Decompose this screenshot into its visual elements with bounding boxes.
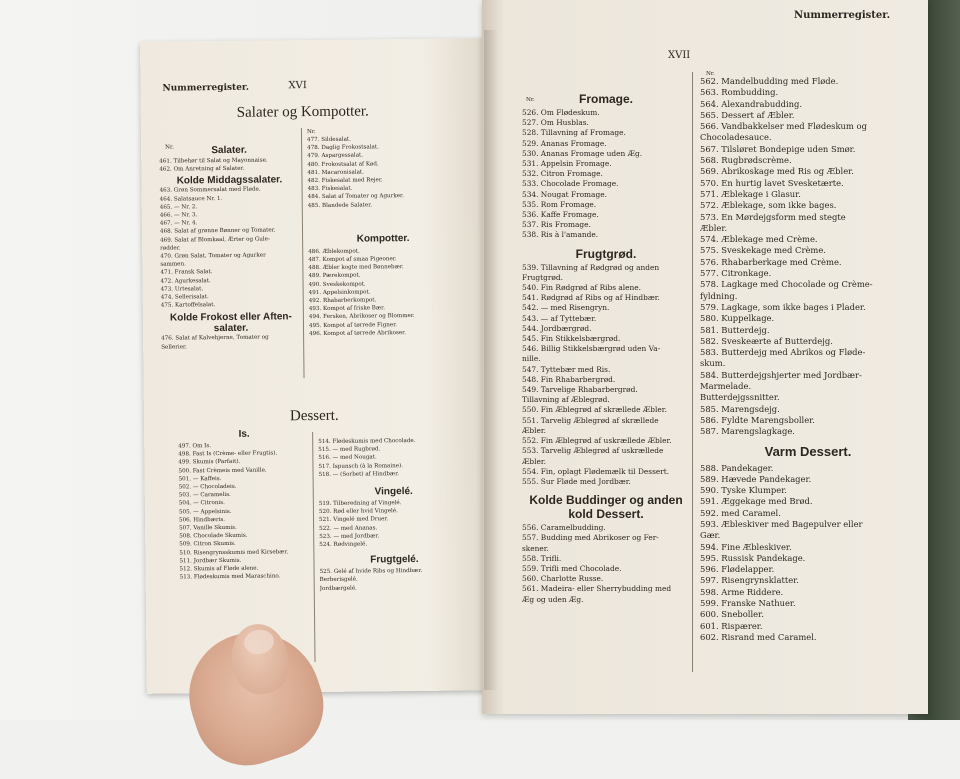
column-right-bottom: [318, 436, 470, 592]
list-item: 571. Æblekage i Glasur.: [700, 188, 801, 199]
list-item: 585. Marengsdejg.: [700, 403, 780, 414]
list-item: 547. Tyttebær med Ris.: [522, 364, 611, 374]
list-item: 508. Chocolade Skumis.: [179, 532, 248, 540]
list-item: 516. — med Nougat.: [318, 454, 377, 462]
list-item: 477. Sildesalat.: [307, 136, 351, 144]
list-item: 470. Grøn Salat, Tomater og Agurker: [160, 252, 266, 260]
list-item: 531. Appelsin Fromage.: [522, 159, 612, 169]
list-item: 479. Aspargessalat.: [307, 152, 364, 160]
list-item: 538. Ris à l'amande.: [522, 230, 599, 240]
list-item: 583. Butterdejg med Abrikos og Fløde-: [700, 347, 866, 358]
heading-salater: Salater.: [211, 144, 248, 157]
list-item: 497. Om Is.: [178, 443, 212, 450]
list-item: Tillavning af Æblegrød.: [522, 395, 610, 405]
list-item: nille.: [522, 354, 541, 364]
list-item: 474. Sellerisalat.: [160, 294, 209, 301]
nr-label: Nr.: [306, 129, 316, 136]
list-item: 539. Tillavning af Rødgrød og anden: [522, 262, 660, 272]
list-item: Marmelade.: [700, 381, 752, 392]
list-item: 534. Nougat Fromage.: [522, 189, 607, 199]
list-item: 541. Rødgrød af Ribs og af Hindbær.: [522, 293, 660, 303]
page-number-left: XVI: [288, 80, 307, 92]
list-item: skum.: [700, 358, 726, 369]
list-item: 564. Alexandrabudding.: [700, 98, 803, 109]
list-item: 542. — med Risengryn.: [522, 303, 610, 313]
list-item: 527. Om Husblas.: [522, 118, 589, 128]
list-item: 476. Salat af Kalvehjerne, Tomater og: [161, 334, 269, 343]
list-item: 569. Abrikoskage med Ris og Æbler.: [700, 166, 854, 177]
list-item: Æbler.: [522, 456, 546, 466]
list-item: 555. Sur Fløde med Jordbær.: [522, 476, 631, 486]
list-item: 596. Flødelapper.: [700, 564, 775, 575]
list-item: 481. Macaronisalat.: [307, 169, 364, 176]
list-item: 486. Æblekompot.: [308, 248, 360, 255]
list-item: 503. — Caramelis.: [178, 492, 231, 499]
heading-frugtgele: Frugtgelé.: [370, 554, 419, 566]
list-item: 602. Risrand med Caramel.: [700, 631, 817, 642]
list-item: 601. Rispærer.: [700, 620, 763, 631]
list-item: 587. Marengslagkage.: [700, 426, 795, 437]
list-item: Berberisgelé.: [319, 577, 358, 584]
list-item: 584. Butterdejgshjerter med Jordbær-: [700, 369, 862, 380]
list-item: 523. — med Jordbær.: [319, 533, 380, 540]
heading-kolde-frokost: Kolde Frokost eller Aften-: [169, 311, 292, 324]
list-item: Æbler.: [700, 222, 728, 233]
list-item: fyldning.: [700, 290, 738, 301]
list-item: 525. Gelé af hvide Ribs og Hindbær.: [319, 568, 423, 576]
list-item: 551. Tarvelig Æblegrød af skrællede: [522, 415, 659, 425]
column-divider: [692, 72, 693, 672]
heading-kolde-buddinger-2: kold Dessert.: [568, 507, 644, 522]
list-item: 487. Kompot af smaa Pigeoner.: [308, 256, 397, 264]
list-item: 509. Citron Skumis.: [179, 541, 236, 548]
column-right-page-left: [522, 92, 690, 605]
list-item: 532. Citron Fromage.: [522, 169, 603, 179]
column-right-top: [307, 135, 459, 339]
heading-kompotter: Kompotter.: [356, 232, 410, 245]
book-gutter-shadow: [484, 30, 498, 690]
list-item: Butterdejgssnitter.: [700, 392, 780, 403]
list-item: 480. Frokostsalat af Kød.: [307, 160, 379, 168]
section-title-salater: Salater og Kompotter.: [236, 103, 369, 121]
list-item: 554. Fin, oplagt Flødemælk til Dessert.: [522, 466, 670, 476]
list-item: 600. Sneboller.: [700, 609, 764, 620]
running-head-left: Nummerregister.: [162, 82, 250, 94]
list-item: 478. Daglig Frokostsalat.: [307, 144, 379, 152]
heading-kolde-frokost-2: salater.: [213, 323, 249, 335]
list-item: 484. Salat af Tomater og Agurker.: [307, 193, 404, 201]
list-item: 586. Fyldte Marengsboller.: [700, 414, 815, 425]
list-item: 488. Æbler kogte med Bønnebær.: [308, 264, 404, 272]
list-item: 500. Fast Crèmeis med Vanille.: [178, 467, 267, 475]
list-item: 462. Om Anretning af Salater.: [159, 165, 245, 173]
list-item: 553. Tarvelig Æblegrød af uskrællede: [522, 446, 664, 456]
list-item: 598. Arme Riddere.: [700, 586, 784, 597]
list-item: 556. Caramelbudding.: [522, 523, 606, 533]
list-item: 552. Fin Æblegrød af uskrællede Æbler.: [522, 436, 672, 446]
list-item: 493. Kompot af friske Bær.: [308, 305, 386, 313]
heading-fromage: Fromage.: [578, 92, 633, 106]
list-item: 505. — Appelsinis.: [178, 508, 232, 516]
heading-frugtgrod: Frugtgrød.: [575, 246, 637, 261]
list-item: 490. Sveskekompot.: [308, 281, 366, 288]
list-item: 577. Citronkage.: [700, 268, 772, 279]
list-item: 549. Tarvelige Rhabarbergrød.: [522, 385, 638, 395]
list-item: 546. Billig Stikkelsbærgrød uden Va-: [522, 344, 661, 354]
nr-label: Nr.: [526, 97, 535, 103]
list-item: 491. Appelsinkompot.: [308, 289, 371, 296]
column-right-page-right: [700, 76, 916, 643]
list-item: 499. Skumis (Parfait).: [178, 459, 241, 466]
list-item: 557. Budding med Abrikoser og Fer-: [522, 533, 659, 543]
list-item: 482. Fiskesalat med Rejer.: [307, 177, 383, 185]
list-item: 540. Fin Rødgrød af Ribs alene.: [522, 283, 642, 293]
heading-vingele: Vingelé.: [374, 486, 413, 498]
list-item: Chocoladesauce.: [700, 132, 772, 143]
list-item: 521. Vingelé med Druer.: [318, 516, 389, 524]
list-item: 599. Franske Nathuer.: [700, 598, 796, 609]
list-item: 578. Lagkage med Chocolade og Crème-: [700, 279, 873, 290]
list-item: 494. Fersken, Abrikoser og Blommer.: [308, 313, 415, 321]
list-item: 501. — Kaffeis.: [178, 475, 222, 483]
list-item: 504. — Citronis.: [178, 500, 225, 507]
section-title-dessert: Dessert.: [289, 407, 339, 425]
list-item: 510. Risengrynsskumis med Kirsebær.: [179, 548, 289, 557]
list-item: 563. Rombudding.: [700, 87, 779, 98]
list-item: rødder.: [160, 245, 181, 252]
column-left-top: [159, 144, 301, 351]
list-item: 515. — med Rugbrød.: [318, 446, 381, 454]
list-item: 472. Agurkesalat.: [160, 277, 211, 285]
list-item: 463. Grøn Sommersalat med Fløde.: [159, 186, 261, 195]
list-item: 533. Chocolade Fromage.: [522, 179, 619, 189]
heading-kolde-middagssalater: Kolde Middagssalater.: [176, 174, 283, 187]
nr-label: Nr.: [706, 71, 715, 77]
list-item: Sellerier.: [161, 344, 187, 351]
list-item: 496. Kompot af tørrede Abrikoser.: [309, 329, 407, 337]
list-item: 580. Kuppelkage.: [700, 313, 775, 324]
column-divider: [312, 432, 315, 662]
list-item: 574. Æblekage med Crème.: [700, 234, 818, 245]
list-item: 593. Æbleskiver med Bagepulver eller: [700, 518, 863, 529]
list-item: 592. med Caramel.: [700, 507, 781, 518]
list-item: 507. Vanille Skumis.: [179, 524, 237, 532]
list-item: 544. Jordbærgrød.: [522, 323, 592, 333]
left-page: [140, 38, 499, 694]
list-item: 517. Ispunsch (à la Romaine).: [318, 462, 404, 470]
list-item: 464. Salatsauce Nr. 1.: [159, 195, 223, 203]
nr-label: Nr.: [165, 144, 174, 151]
list-item: 566. Vandbakkelser med Flødeskum og: [700, 121, 867, 132]
list-item: 559. Trifli med Chocolade.: [522, 563, 622, 573]
list-item: 520. Rød eller hvid Vingelé.: [318, 508, 398, 516]
list-item: 597. Risengrynsklatter.: [700, 575, 799, 586]
list-item: 519. Tilberedning af Vingelé.: [318, 500, 402, 508]
list-item: 568. Rugbrødscrème.: [700, 155, 792, 166]
list-item: 558. Trifli.: [522, 553, 562, 563]
column-left-bottom: [178, 428, 312, 582]
heading-varm-dessert: Varm Dessert.: [764, 443, 852, 459]
heading-is: Is.: [238, 428, 250, 440]
list-item: 473. Urtesalat.: [160, 286, 204, 293]
list-item: 468. Salat af grønne Bønner og Tomater.: [159, 227, 276, 236]
list-item: 536. Kaffe Fromage.: [522, 210, 599, 220]
list-item: 528. Tillavning af Fromage.: [522, 128, 626, 138]
list-item: Frugtgrød.: [522, 272, 563, 282]
list-item: 572. Æblekage, som ikke bages.: [700, 200, 837, 211]
list-item: 514. Flødeskumis med Chocolade.: [318, 437, 416, 445]
list-item: 550. Fin Æblegrød af skrællede Æbler.: [522, 405, 667, 415]
list-item: 548. Fin Rhabarbergrød.: [522, 374, 616, 384]
list-item: Æg og uden Æg.: [522, 594, 584, 604]
list-item: 530. Ananas Fromage uden Æg.: [522, 148, 643, 158]
list-item: 502. — Chocoladeis.: [178, 483, 237, 491]
list-item: 498. Fast Is (Crème- eller Frugtis).: [178, 450, 278, 458]
list-item: 581. Butterdejg.: [700, 324, 770, 335]
list-item: skener.: [522, 543, 549, 553]
list-item: 512. Skumis af Fløde alene.: [179, 565, 259, 573]
list-item: 591. Æggekage med Brød.: [700, 496, 813, 507]
list-item: 567. Tilsløret Bondepige uden Smør.: [700, 143, 856, 154]
list-item: 589. Hævede Pandekager.: [700, 473, 812, 484]
list-item: 475. Kartoffelsalat.: [160, 302, 216, 309]
list-item: Jordbærgelé.: [319, 585, 357, 592]
list-item: 575. Sveskekage med Crème.: [700, 245, 826, 256]
list-item: 518. — (Sorbet) af Hindbær.: [318, 470, 400, 478]
heading-kolde-buddinger: Kolde Buddinger og anden: [529, 493, 683, 508]
running-head-right: Nummerregister.: [794, 10, 891, 21]
list-item: 565. Dessert af Æbler.: [700, 109, 795, 120]
page-number-right: XVII: [668, 50, 691, 61]
list-item: 543. — af Tyttebær.: [522, 313, 597, 323]
column-divider: [301, 128, 305, 378]
list-item: 579. Lagkage, som ikke bages i Plader.: [700, 301, 866, 312]
list-item: 545. Fin Stikkelsbærgrød.: [522, 334, 621, 344]
list-item: 535. Rom Fromage.: [522, 199, 597, 209]
list-item: 561. Madeira- eller Sherrybudding med: [522, 584, 672, 594]
list-item: 594. Fine Æbleskiver.: [700, 541, 792, 552]
list-item: 511. Jordbær Skumis.: [179, 557, 242, 565]
list-item: 513. Flødeskumis med Maraschino.: [179, 573, 281, 581]
list-item: 576. Rhabarberkage med Crème.: [700, 256, 842, 267]
list-item: 560. Charlotte Russe.: [522, 574, 604, 584]
list-item: 495. Kompot af tørrede Figner.: [308, 321, 398, 329]
list-item: 522. — med Ananas.: [319, 525, 378, 532]
list-item: 588. Pandekager.: [700, 462, 774, 473]
list-item: 526. Om Flødeskum.: [522, 108, 600, 117]
list-item: 466. — Nr. 3.: [159, 212, 198, 219]
list-item: 483. Fiskesalat.: [307, 185, 353, 193]
list-item: 467. — Nr. 4.: [159, 220, 198, 227]
list-item: Gær.: [700, 530, 721, 541]
list-item: 537. Ris Fromage.: [522, 220, 591, 230]
list-item: sammen.: [160, 261, 186, 268]
list-item: 573. En Mørdejgsform med stegte: [700, 211, 846, 222]
list-item: 582. Sveskeærte af Butterdejg.: [700, 335, 833, 346]
right-page: [482, 0, 928, 714]
list-item: 461. Tilbehør til Salat og Mayonnaise.: [159, 157, 268, 165]
list-item: 524. Rødvingelé.: [319, 541, 368, 549]
list-item: 529. Ananas Fromage.: [522, 138, 607, 148]
list-item: 562. Mandelbudding med Fløde.: [700, 76, 839, 86]
list-item: 492. Rhabarberkompot.: [308, 297, 377, 305]
list-item: 485. Blandede Salater.: [307, 202, 373, 209]
list-item: 590. Tyske Klumper.: [700, 485, 787, 496]
list-item: 570. En hurtig lavet Svesketærte.: [700, 177, 844, 188]
list-item: 489. Pærekompot.: [308, 272, 361, 280]
list-item: Æbler.: [522, 425, 546, 435]
list-item: 469. Salat af Blomkaal, Ærter og Gule-: [160, 236, 270, 244]
list-item: 506. Hindbæris.: [178, 516, 226, 524]
list-item: 471. Fransk Salat.: [160, 269, 213, 277]
list-item: 595. Russisk Pandekage.: [700, 552, 806, 563]
list-item: 465. — Nr. 2.: [159, 204, 198, 211]
